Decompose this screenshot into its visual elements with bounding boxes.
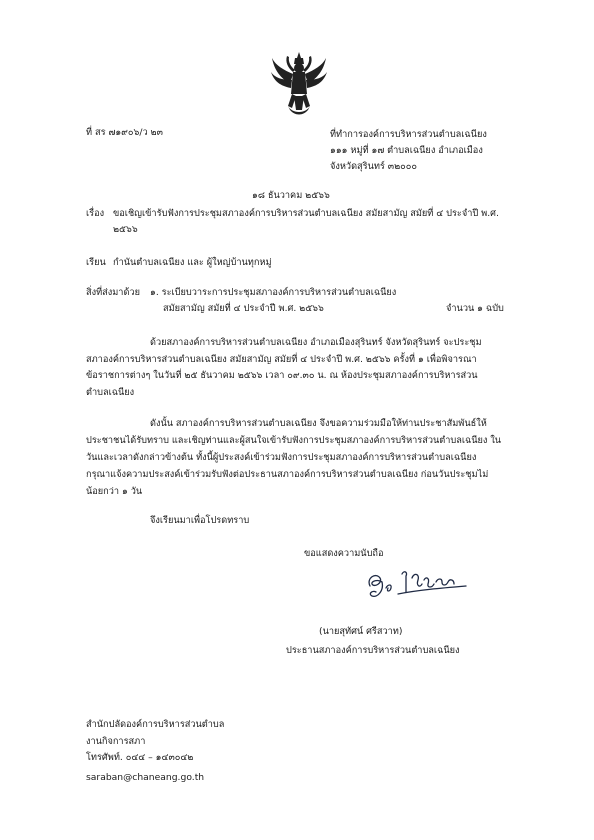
paragraph-line: ดังนั้น สภาองค์การบริหารส่วนตำบลเฉนียง จึงขอความร่วมมือให้ท่านประชาสัมพันธ์ให้ (150, 418, 487, 429)
signer-name: (นายสุทัศน์ ศรีสวาท) (319, 626, 403, 637)
enclosure-item: ๑. ระเบียบวาระการประชุมสภาองค์การบริหารส่วนตำบลเฉนียง (150, 287, 397, 298)
paragraph-line: ประชาชนได้รับทราบ และเชิญท่านและผู้สนใจเข้ารับฟังการประชุมสภาองค์การบริหารส่วนตำบลเฉนียง ใน (86, 435, 502, 446)
address-line: จังหวัดสุรินทร์ ๓๒๐๐๐ (330, 161, 417, 172)
footer-section: งานกิจการสภา (86, 735, 146, 747)
handwritten-signature (362, 566, 472, 602)
enclosure-label: สิ่งที่ส่งมาด้วย (86, 287, 140, 298)
sender-address (330, 127, 487, 175)
closing-paragraph: จึงเรียนมาเพื่อโปรดทราบ (150, 515, 250, 526)
subject-line: ขอเชิญเข้ารับฟังการประชุมสภาองค์การบริหารส่วนตำบลเฉนียง สมัยสามัญ สมัยที่ ๔ ประจำปี พ.ศ. (113, 208, 499, 219)
garuda-emblem-icon (270, 50, 328, 118)
paragraph-line: วันและเวลาดังกล่าวข้างต้น ทั้งนี้ผู้ประสงค์เข้าร่วมฟังการประชุมสภาองค์การบริหารส่วนตำบลเฉนียง (86, 452, 477, 463)
body-paragraph (86, 335, 526, 401)
letter-date: ๑๘ ธันวาคม ๒๕๖๖ (252, 190, 330, 201)
footer-contact (86, 717, 224, 786)
closing-regards: ขอแสดงความนับถือ (304, 548, 384, 559)
paragraph-line: สภาองค์การบริหารส่วนตำบลเฉนียง สมัยสามัญ สมัยที่ ๔ ประจำปี พ.ศ. ๒๕๖๖ ครั้งที่ ๑ เพื่อพิจารณา (86, 353, 477, 365)
subject-label: เรื่อง (86, 208, 105, 219)
salutation-label: เรียน (86, 257, 106, 268)
paragraph-line: ตำบลเฉนียง (86, 386, 135, 398)
subject-line: ๒๕๖๖ (113, 224, 138, 235)
address-line: ที่ทำการองค์การบริหารส่วนตำบลเฉนียง (330, 129, 487, 140)
paragraph-line: กรุณาแจ้งความประสงค์เข้าร่วมรับฟังต่อประธานสภาองค์การบริหารส่วนตำบลเฉนียง ก่อนวันประชุมไม่ (86, 469, 489, 480)
paragraph-line: ด้วยสภาองค์การบริหารส่วนตำบลเฉนียง อำเภอเมืองสุรินทร์ จังหวัดสุรินทร์ จะประชุม (150, 337, 482, 348)
recipient: กำนันตำบลเฉนียง และ ผู้ใหญ่บ้านทุกหมู่ (113, 257, 272, 268)
reference-number: ที่ สร ๗๑๙๐๖/ว ๒๓ (86, 127, 163, 138)
enclosure-quantity: จำนวน ๑ ฉบับ (446, 303, 504, 314)
enclosure-item: สมัยสามัญ สมัยที่ ๔ ประจำปี พ.ศ. ๒๕๖๖ (163, 303, 324, 314)
body-paragraph (86, 415, 526, 500)
footer-email-link[interactable]: saraban@chaneang.go.th (86, 771, 205, 783)
address-line: ๑๑๑ หมู่ที่ ๑๗ ตำบลเฉนียง อำเภอเมือง (330, 145, 483, 156)
paragraph-line: น้อยกว่า ๑ วัน (86, 486, 143, 497)
signer-title: ประธานสภาองค์การบริหารส่วนตำบลเฉนียง (286, 645, 460, 656)
footer-office: สำนักปลัดองค์การบริหารส่วนตำบล (86, 719, 225, 730)
footer-phone: โทรศัพท์. ๐๔๔ – ๑๔๓๐๔๒ (86, 752, 194, 763)
paragraph-line: ข้อราชการต่างๆ ในวันที่ ๒๕ ธันวาคม ๒๕๖๖ เวลา ๐๙.๓๐ น. ณ ห้องประชุมสภาองค์การบริหารส่วน (86, 370, 478, 381)
